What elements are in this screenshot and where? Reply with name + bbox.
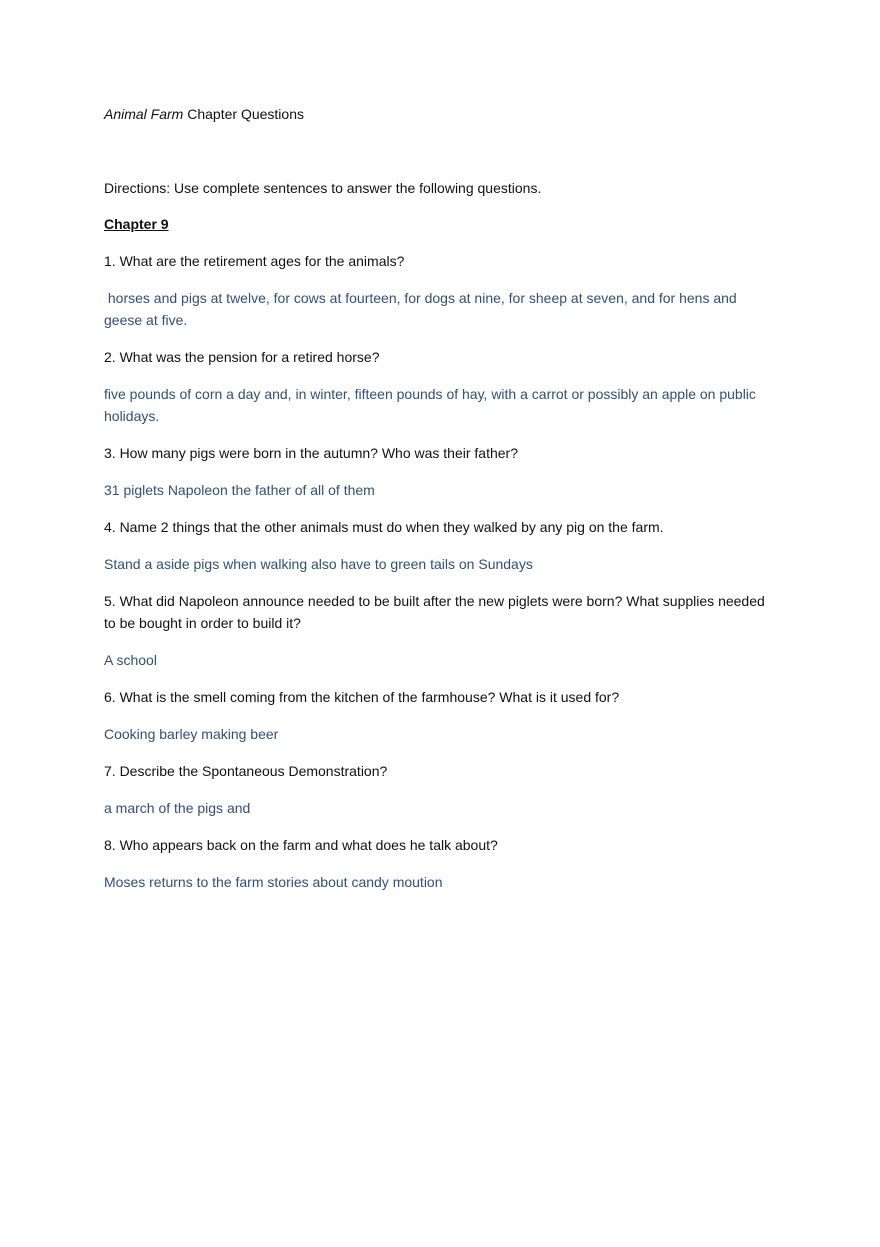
answer-1: horses and pigs at twelve, for cows at fourteen, for dogs at nine, for sheep at seven, and for hens and geese at five.	[104, 290, 741, 328]
question-8: 8. Who appears back on the farm and what does he talk about?	[104, 837, 498, 853]
book-title: Animal Farm	[104, 106, 184, 122]
document-title	[104, 103, 774, 125]
answer-8: Moses returns to the farm stories about candy moution	[104, 874, 443, 890]
question-5: 5. What did Napoleon announce needed to be built after the new piglets were born? What supplies needed to be bought in order to build it?	[104, 593, 765, 631]
chapter-heading: Chapter 9	[104, 216, 169, 232]
title-suffix: Chapter Questions	[183, 106, 304, 122]
answer-2: five pounds of corn a day and, in winter, fifteen pounds of hay, with a carrot or possibly an apple on public holidays.	[104, 386, 756, 424]
question-6: 6. What is the smell coming from the kitchen of the farmhouse? What is it used for?	[104, 689, 620, 705]
answer-7: a march of the pigs and	[104, 800, 251, 816]
question-list	[104, 250, 774, 893]
answer-4: Stand a aside pigs when walking also have to green tails on Sundays	[104, 556, 533, 572]
question-1: 1. What are the retirement ages for the animals?	[104, 253, 405, 269]
question-3: 3. How many pigs were born in the autumn? Who was their father?	[104, 445, 518, 461]
question-4: 4. Name 2 things that the other animals must do when they walked by any pig on the farm.	[104, 519, 664, 535]
answer-3: 31 piglets Napoleon the father of all of them	[104, 482, 375, 498]
question-2: 2. What was the pension for a retired horse?	[104, 349, 380, 365]
answer-6: Cooking barley making beer	[104, 726, 279, 742]
question-7: 7. Describe the Spontaneous Demonstration?	[104, 763, 388, 779]
answer-5: A school	[104, 652, 157, 668]
directions-text: Directions: Use complete sentences to answer the following questions.	[104, 180, 542, 196]
document-page	[104, 103, 774, 893]
